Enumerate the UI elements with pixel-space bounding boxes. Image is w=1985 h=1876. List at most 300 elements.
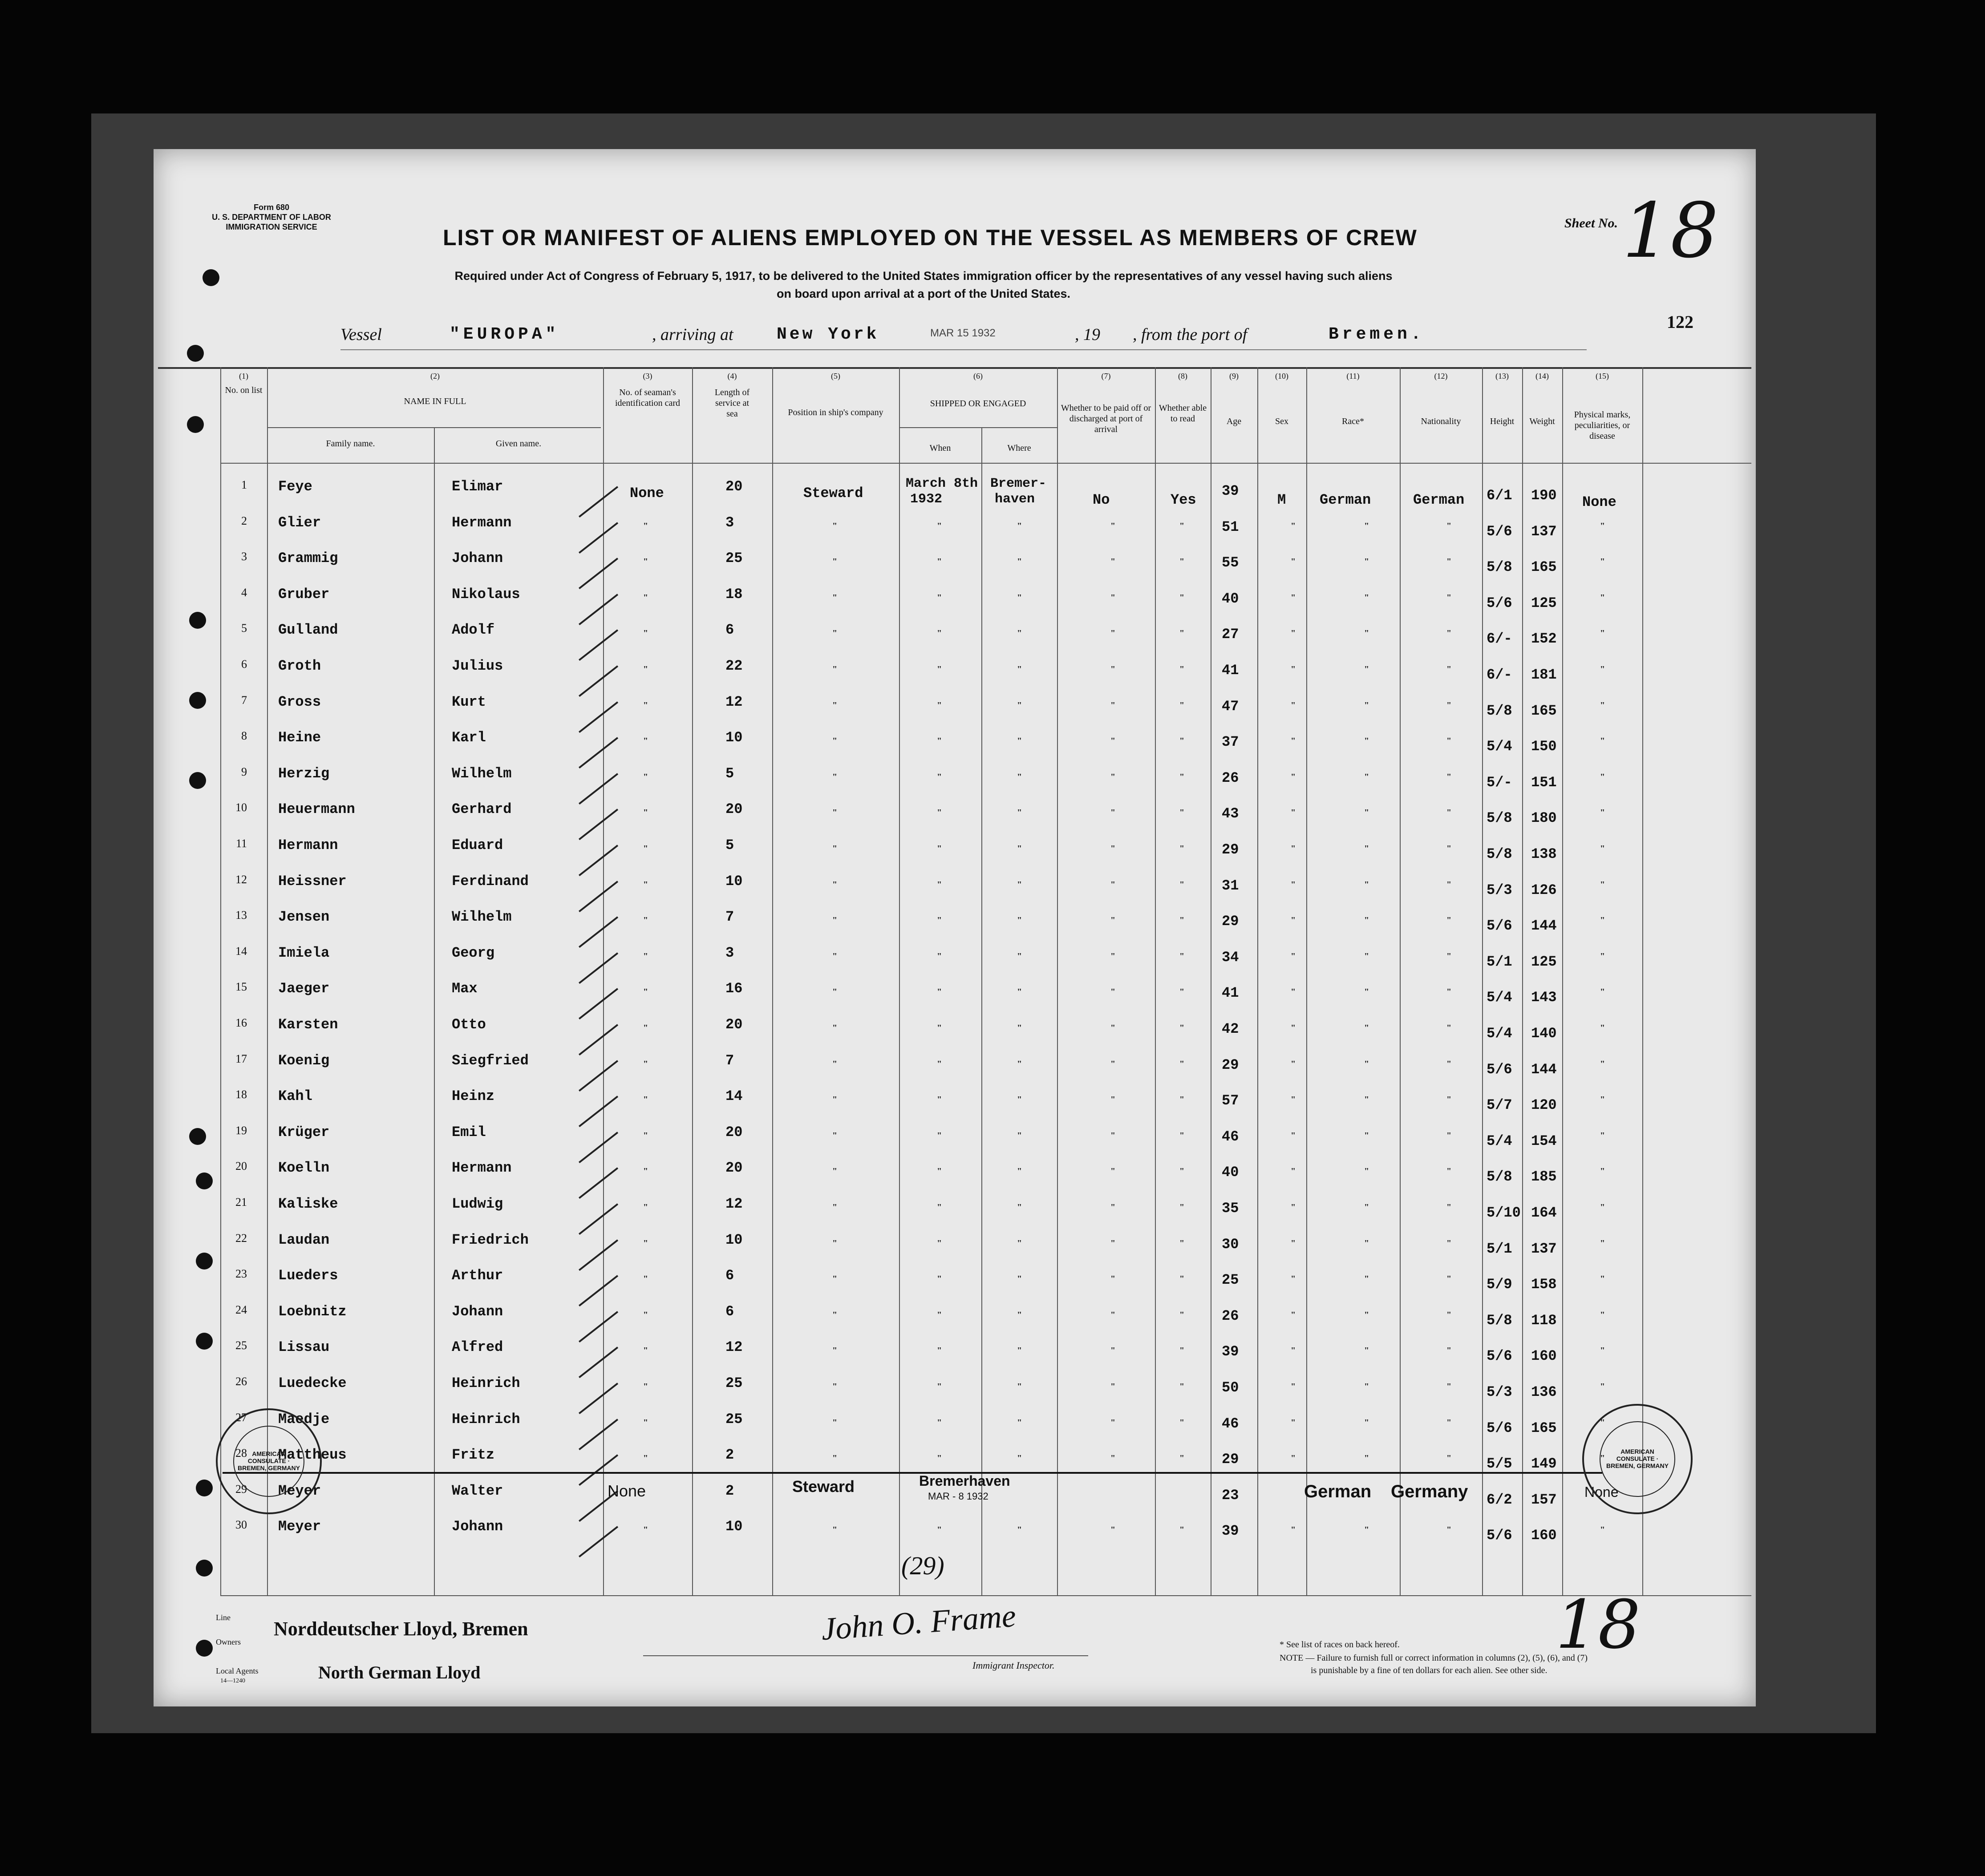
- ditto-mark: ": [1110, 1059, 1116, 1069]
- family-name: Loebnitz: [278, 1303, 347, 1320]
- ditto-mark: ": [1600, 987, 1605, 997]
- ditto-mark: ": [1364, 1346, 1369, 1356]
- row-number: 17: [235, 1052, 247, 1065]
- check-mark: [579, 522, 618, 554]
- ditto-mark: ": [937, 1238, 942, 1248]
- age: 37: [1222, 734, 1239, 751]
- ditto-mark: ": [1600, 557, 1605, 567]
- given-name: Heinz: [452, 1088, 495, 1105]
- ditto-mark: ": [1600, 808, 1605, 818]
- col-6-where: Where: [1007, 443, 1031, 453]
- ditto-mark: ": [1017, 700, 1022, 710]
- weight: 158: [1531, 1276, 1557, 1293]
- col-7-label: Whether to be paid off or discharged at port of arrival: [1061, 403, 1151, 434]
- ditto-mark: ": [832, 879, 838, 889]
- given-name: Max: [452, 980, 478, 997]
- ditto-mark: ": [1364, 1382, 1369, 1391]
- row-1-paid-off: No: [1093, 492, 1110, 508]
- ditto-mark: ": [1291, 664, 1296, 674]
- col-divider: [1257, 367, 1258, 1595]
- ditto-mark: ": [1291, 1023, 1296, 1033]
- service-length: 20: [725, 1124, 743, 1140]
- age: 51: [1222, 518, 1239, 535]
- ditto-mark: ": [1017, 1059, 1022, 1069]
- ditto-mark: ": [1179, 557, 1185, 567]
- col-2-label: NAME IN FULL: [404, 396, 466, 406]
- weight: 152: [1531, 631, 1557, 647]
- age: 29: [1222, 841, 1239, 858]
- weight: 137: [1531, 1240, 1557, 1257]
- service-length: 20: [725, 801, 743, 818]
- ditto-mark: ": [1600, 1202, 1605, 1212]
- ditto-mark: ": [643, 844, 648, 853]
- form-number: Form 680: [253, 203, 290, 212]
- family-name: Groth: [278, 658, 321, 674]
- ditto-mark: ": [832, 1382, 838, 1391]
- ditto-mark: ": [1179, 700, 1185, 710]
- ditto-mark: ": [1364, 736, 1369, 746]
- col-1-label: No. on list: [225, 385, 263, 395]
- weight: 143: [1531, 989, 1557, 1006]
- ditto-mark: ": [1364, 951, 1369, 961]
- ditto-mark: ": [1110, 1382, 1116, 1391]
- table-bottom-border: [220, 1595, 1751, 1596]
- ditto-mark: ": [1179, 879, 1185, 889]
- given-name: Fritz: [452, 1447, 495, 1464]
- age: 42: [1222, 1021, 1239, 1037]
- ditto-mark: ": [1291, 1238, 1296, 1248]
- row-number: 18: [235, 1088, 247, 1101]
- ditto-mark: ": [1110, 521, 1116, 531]
- header-bottom-border: [220, 463, 1751, 464]
- service-length: 16: [725, 980, 743, 997]
- service-length: 5: [725, 837, 734, 853]
- ditto-mark: ": [643, 772, 648, 782]
- service-length: 20: [725, 478, 743, 495]
- ditto-mark: ": [1179, 628, 1185, 639]
- height: 5/1: [1487, 1240, 1512, 1257]
- ditto-mark: ": [1017, 1346, 1022, 1356]
- given-name: Hermann: [452, 514, 512, 531]
- family-name: Heuermann: [278, 801, 355, 818]
- ditto-mark: ": [1600, 772, 1605, 782]
- given-name: Walter: [452, 1482, 503, 1499]
- service-length: 25: [725, 550, 743, 567]
- given-name: Elimar: [452, 478, 503, 495]
- height: 5/7: [1487, 1097, 1512, 1114]
- ditto-mark: ": [643, 808, 648, 818]
- ditto-mark: ": [1179, 1525, 1185, 1535]
- punch-hole: [189, 692, 206, 709]
- given-name: Gerhard: [452, 801, 512, 818]
- ditto-mark: ": [1110, 1417, 1116, 1427]
- ditto-mark: ": [1017, 521, 1022, 531]
- ditto-mark: ": [1600, 1166, 1605, 1177]
- ditto-mark: ": [1600, 1059, 1605, 1069]
- given-name: Heinrich: [452, 1411, 520, 1427]
- row-1-where: Bremer-: [990, 476, 1047, 491]
- ditto-mark: ": [1291, 879, 1296, 889]
- service-length: 5: [725, 765, 734, 782]
- col-divider: [1155, 367, 1156, 1595]
- col-5-label: Position in ship's company: [788, 408, 883, 417]
- ditto-mark: ": [1446, 772, 1452, 782]
- arrival-date-stamp: MAR 15 1932: [930, 327, 996, 339]
- service-length: 20: [725, 1016, 743, 1033]
- ditto-mark: ": [1600, 1274, 1605, 1284]
- row-number: 28: [235, 1447, 247, 1460]
- ditto-mark: ": [1110, 1453, 1116, 1464]
- family-name: Lueders: [278, 1267, 338, 1284]
- ditto-mark: ": [1600, 1525, 1605, 1535]
- age: 31: [1222, 877, 1239, 894]
- row-number: 11: [235, 837, 247, 850]
- age: 30: [1222, 1236, 1239, 1253]
- ditto-mark: ": [1017, 951, 1022, 961]
- row-number: 27: [235, 1411, 247, 1424]
- ditto-mark: ": [1110, 915, 1116, 926]
- form-code: 14—1240: [220, 1678, 245, 1684]
- given-name: Wilhelm: [452, 765, 512, 782]
- ditto-mark: ": [643, 628, 648, 639]
- punch-hole: [196, 1560, 213, 1577]
- ditto-mark: ": [1600, 1130, 1605, 1140]
- height: 5/8: [1487, 1312, 1512, 1329]
- height: 5/9: [1487, 1276, 1512, 1293]
- ditto-mark: ": [937, 664, 942, 674]
- ditto-mark: ": [1110, 844, 1116, 853]
- col-12-label: Nationality: [1421, 416, 1461, 426]
- ditto-mark: ": [1291, 1525, 1296, 1535]
- col-2-family: Family name.: [326, 439, 375, 449]
- ditto-mark: ": [1446, 1382, 1452, 1391]
- row-number: 26: [235, 1375, 247, 1388]
- col-5-number: (5): [831, 372, 840, 380]
- ditto-mark: ": [1179, 1166, 1185, 1177]
- family-name: Glier: [278, 514, 321, 531]
- family-name: Heissner: [278, 873, 347, 889]
- ditto-mark: ": [1364, 521, 1369, 531]
- weight: 125: [1531, 594, 1557, 611]
- family-name: Jaeger: [278, 980, 330, 997]
- col-divider: [1522, 367, 1523, 1595]
- weight: 165: [1531, 1419, 1557, 1436]
- weight: 160: [1531, 1527, 1557, 1544]
- inspector-label: Immigrant Inspector.: [972, 1660, 1055, 1671]
- check-mark: [579, 1383, 618, 1414]
- ditto-mark: ": [1017, 987, 1022, 997]
- ditto-mark: ": [1600, 1310, 1605, 1320]
- family-name: Kaliske: [278, 1196, 338, 1212]
- ditto-mark: ": [1110, 592, 1116, 602]
- ditto-mark: ": [643, 592, 648, 602]
- ditto-mark: ": [1017, 1130, 1022, 1140]
- ditto-mark: ": [1017, 772, 1022, 782]
- row-number: 15: [235, 980, 247, 994]
- family-name: Kahl: [278, 1088, 312, 1105]
- given-name: Heinrich: [452, 1375, 520, 1391]
- page-subtitle: [323, 267, 1524, 303]
- ditto-mark: ": [1110, 1202, 1116, 1212]
- col-14-number: (14): [1535, 372, 1549, 380]
- weight: 151: [1531, 774, 1557, 791]
- line-value: Norddeutscher Lloyd, Bremen: [274, 1618, 528, 1640]
- height: 5/10: [1487, 1205, 1521, 1221]
- punch-hole: [189, 612, 206, 629]
- check-mark: [579, 1132, 618, 1163]
- ditto-mark: ": [1600, 1382, 1605, 1391]
- ditto-mark: ": [1364, 1525, 1369, 1535]
- vessel-underline: [340, 349, 1587, 350]
- ditto-mark: ": [1446, 1417, 1452, 1427]
- row-29-race: German: [1304, 1482, 1372, 1501]
- col-divider: [603, 367, 604, 1595]
- ditto-mark: ": [1446, 844, 1452, 853]
- check-mark: [579, 1275, 618, 1306]
- consulate-stamp-right: [1582, 1404, 1693, 1514]
- age: 23: [1222, 1487, 1239, 1504]
- ditto-mark: ": [1446, 1059, 1452, 1069]
- row-number: 14: [235, 944, 247, 958]
- age: 41: [1222, 985, 1239, 1002]
- weight: 149: [1531, 1456, 1557, 1472]
- ditto-mark: ": [1446, 1023, 1452, 1033]
- ditto-mark: ": [1179, 664, 1185, 674]
- service-length: 7: [725, 1052, 734, 1069]
- col-8-number: (8): [1178, 372, 1187, 380]
- ditto-mark: ": [1446, 1095, 1452, 1105]
- row-number: 23: [235, 1267, 247, 1281]
- height: 5/6: [1487, 918, 1512, 934]
- page-number: 122: [1667, 312, 1693, 332]
- ditto-mark: ": [1364, 664, 1369, 674]
- family-name: Mattheus: [278, 1447, 347, 1464]
- ditto-mark: ": [1600, 592, 1605, 602]
- ditto-mark: ": [1017, 557, 1022, 567]
- check-mark: [579, 1347, 618, 1379]
- family-name: Hermann: [278, 837, 338, 853]
- ditto-mark: ": [1600, 1238, 1605, 1248]
- ditto-mark: ": [1179, 1417, 1185, 1427]
- row-number: 10: [235, 801, 247, 814]
- check-mark: [579, 1526, 618, 1558]
- col-divider: [1057, 367, 1058, 1595]
- height: 5/8: [1487, 1168, 1512, 1185]
- ditto-mark: ": [937, 1095, 942, 1105]
- row-number: 13: [235, 909, 247, 922]
- age: 39: [1222, 1343, 1239, 1360]
- service-length: 6: [725, 622, 734, 639]
- row-number: 12: [235, 873, 247, 886]
- inspector-signature: John O. Frame: [820, 1597, 1017, 1647]
- ditto-mark: ": [1291, 1059, 1296, 1069]
- service-length: 10: [725, 1231, 743, 1248]
- age: 35: [1222, 1200, 1239, 1217]
- col-3-label: No. of seaman's identification card: [615, 388, 681, 408]
- ditto-mark: ": [643, 1095, 648, 1105]
- ditto-mark: ": [643, 1310, 648, 1320]
- row-29-when-stamp: MAR - 8 1932: [928, 1491, 988, 1502]
- check-mark: [579, 630, 618, 661]
- ditto-mark: ": [937, 736, 942, 746]
- ditto-mark: ": [1179, 1059, 1185, 1069]
- ditto-mark: ": [643, 1023, 648, 1033]
- ditto-mark: ": [832, 1453, 838, 1464]
- check-mark: [579, 1419, 618, 1450]
- col-2-given: Given name.: [495, 439, 542, 449]
- ditto-mark: ": [1017, 1238, 1022, 1248]
- weight: 125: [1531, 953, 1557, 970]
- col-divider: [772, 367, 773, 1595]
- ditto-mark: ": [643, 700, 648, 710]
- ditto-mark: ": [1017, 664, 1022, 674]
- family-name: Herzig: [278, 765, 330, 782]
- weight: 185: [1531, 1168, 1557, 1185]
- row-number: 8: [241, 729, 247, 743]
- service-length: 10: [725, 873, 743, 889]
- ditto-mark: ": [643, 1417, 648, 1427]
- ditto-mark: ": [1110, 772, 1116, 782]
- ditto-mark: ": [1364, 844, 1369, 853]
- check-mark: [579, 988, 618, 1020]
- ditto-mark: ": [1017, 592, 1022, 602]
- family-name: Gulland: [278, 622, 338, 639]
- check-mark: [579, 845, 618, 876]
- ditto-mark: ": [643, 1166, 648, 1177]
- ditto-mark: ": [1364, 1095, 1369, 1105]
- ditto-mark: ": [1291, 844, 1296, 853]
- row-number: 1: [241, 478, 247, 491]
- ditto-mark: ": [832, 664, 838, 674]
- ditto-mark: ": [1291, 592, 1296, 602]
- ditto-mark: ": [1179, 1310, 1185, 1320]
- signature-line: [643, 1655, 1088, 1656]
- col-divider: [1562, 367, 1563, 1595]
- ditto-mark: ": [1017, 1274, 1022, 1284]
- ditto-mark: ": [643, 1346, 648, 1356]
- ditto-mark: ": [1291, 915, 1296, 926]
- ditto-mark: ": [1110, 1310, 1116, 1320]
- sheet-label: Sheet No.: [1564, 216, 1618, 230]
- ditto-mark: ": [1291, 628, 1296, 639]
- ditto-mark: ": [1291, 1346, 1296, 1356]
- page-title: LIST OR MANIFEST OF ALIENS EMPLOYED ON THE VESSEL AS MEMBERS OF CREW: [443, 225, 1418, 250]
- ditto-mark: ": [1017, 736, 1022, 746]
- ditto-mark: ": [1446, 1310, 1452, 1320]
- age: 25: [1222, 1272, 1239, 1289]
- age: 39: [1222, 483, 1239, 499]
- ditto-mark: ": [1017, 808, 1022, 818]
- punch-hole: [187, 416, 204, 433]
- ditto-mark: ": [1017, 1202, 1022, 1212]
- height: 6/-: [1487, 667, 1512, 683]
- height: 5/8: [1487, 810, 1512, 827]
- age: 40: [1222, 1164, 1239, 1181]
- ditto-mark: ": [1364, 700, 1369, 710]
- ditto-mark: ": [937, 772, 942, 782]
- ditto-mark: ": [1446, 879, 1452, 889]
- row-1-when: March 8th: [906, 476, 978, 491]
- ditto-mark: ": [937, 700, 942, 710]
- ditto-mark: ": [1364, 808, 1369, 818]
- ditto-mark: ": [1110, 951, 1116, 961]
- given-name: Ferdinand: [452, 873, 529, 889]
- service-length: 3: [725, 514, 734, 531]
- check-mark: [579, 1454, 618, 1486]
- ditto-mark: ": [1364, 1130, 1369, 1140]
- ditto-mark: ": [1110, 1023, 1116, 1033]
- service-length: 18: [725, 586, 743, 602]
- ditto-mark: ": [1110, 1166, 1116, 1177]
- subtitle-line-2: on board upon arrival at a port of the United States.: [776, 287, 1071, 300]
- ditto-mark: ": [1179, 1346, 1185, 1356]
- given-name: Karl: [452, 729, 486, 746]
- ditto-mark: ": [1017, 844, 1022, 853]
- ditto-mark: ": [832, 915, 838, 926]
- ditto-mark: ": [937, 1346, 942, 1356]
- weight: 180: [1531, 810, 1557, 827]
- ditto-mark: ": [1291, 1382, 1296, 1391]
- ditto-mark: ": [937, 987, 942, 997]
- ditto-mark: ": [832, 1274, 838, 1284]
- service-length: 10: [725, 729, 743, 746]
- family-name: Karsten: [278, 1016, 338, 1033]
- ditto-mark: ": [1600, 1095, 1605, 1105]
- height: 5/8: [1487, 559, 1512, 576]
- punch-hole: [189, 1128, 206, 1145]
- ditto-mark: ": [832, 1346, 838, 1356]
- service-length: 2: [725, 1447, 734, 1464]
- ditto-mark: ": [1364, 1274, 1369, 1284]
- ditto-mark: ": [832, 808, 838, 818]
- ditto-mark: ": [1179, 987, 1185, 997]
- ditto-mark: ": [1446, 557, 1452, 567]
- age: 34: [1222, 949, 1239, 966]
- ditto-mark: ": [1600, 879, 1605, 889]
- age: 50: [1222, 1379, 1239, 1396]
- total-count-note: (29): [901, 1551, 944, 1580]
- ditto-mark: ": [832, 592, 838, 602]
- ditto-mark: ": [1110, 1238, 1116, 1248]
- ditto-mark: ": [1110, 987, 1116, 997]
- weight: 150: [1531, 738, 1557, 755]
- height: 5/5: [1487, 1456, 1512, 1472]
- row-number: 19: [235, 1124, 247, 1137]
- col-7-number: (7): [1101, 372, 1111, 380]
- given-name: Eduard: [452, 837, 503, 853]
- weight: 144: [1531, 1061, 1557, 1078]
- family-name: Lissau: [278, 1339, 330, 1356]
- height: 5/6: [1487, 1348, 1512, 1365]
- given-name: Alfred: [452, 1339, 503, 1356]
- ditto-mark: ": [937, 951, 942, 961]
- sheet-number: 18: [1622, 187, 1719, 275]
- ditto-mark: ": [1364, 557, 1369, 567]
- col-6-when: When: [929, 443, 951, 453]
- vessel-label: Vessel: [340, 325, 382, 344]
- row-number: 30: [235, 1518, 247, 1532]
- ditto-mark: ": [937, 1382, 942, 1391]
- ditto-mark: ": [1110, 1274, 1116, 1284]
- ditto-mark: ": [1179, 1095, 1185, 1105]
- weight: 165: [1531, 702, 1557, 719]
- ditto-mark: ": [1446, 987, 1452, 997]
- row-number: 16: [235, 1016, 247, 1029]
- height: 5/8: [1487, 846, 1512, 862]
- service: IMMIGRATION SERVICE: [226, 222, 317, 231]
- ditto-mark: ": [937, 1417, 942, 1427]
- ditto-mark: ": [1110, 808, 1116, 818]
